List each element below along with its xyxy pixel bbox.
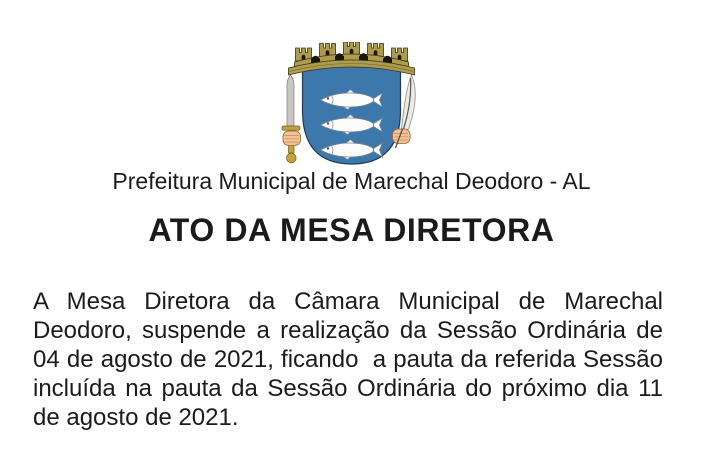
organization-name: Prefeitura Municipal de Marechal Deodoro - AL [112,168,591,194]
sword-blade [287,75,294,126]
document-paragraph: A Mesa Diretora da Câmara Municipal de Marechal Deodoro, suspende a realização da Sessão Ordinária de 04 de agosto de 2021, ficando a pauta da referida Sessão incluída na pauta da Sessão Ordinária do próximo dia 11 de agosto de 2021. [33,288,663,431]
crown-tower-door [397,55,401,60]
coat-of-arms [280,42,423,168]
quill-feather [401,75,415,130]
document-title: ATO DA MESA DIRETORA [148,212,555,248]
crown-tower-door [301,55,305,60]
sword-icon [282,75,300,130]
crown-tower-door [325,50,329,55]
sword-hilt [286,143,296,163]
sword-pommel [286,153,296,163]
quill-icon [401,75,415,130]
sword-crossguard [282,126,300,130]
crown-tower-door [373,50,377,55]
left-hand-fist [283,131,301,146]
right-hand-icon [392,129,410,148]
crown-tower-door [349,49,353,54]
left-hand-icon [283,131,301,146]
